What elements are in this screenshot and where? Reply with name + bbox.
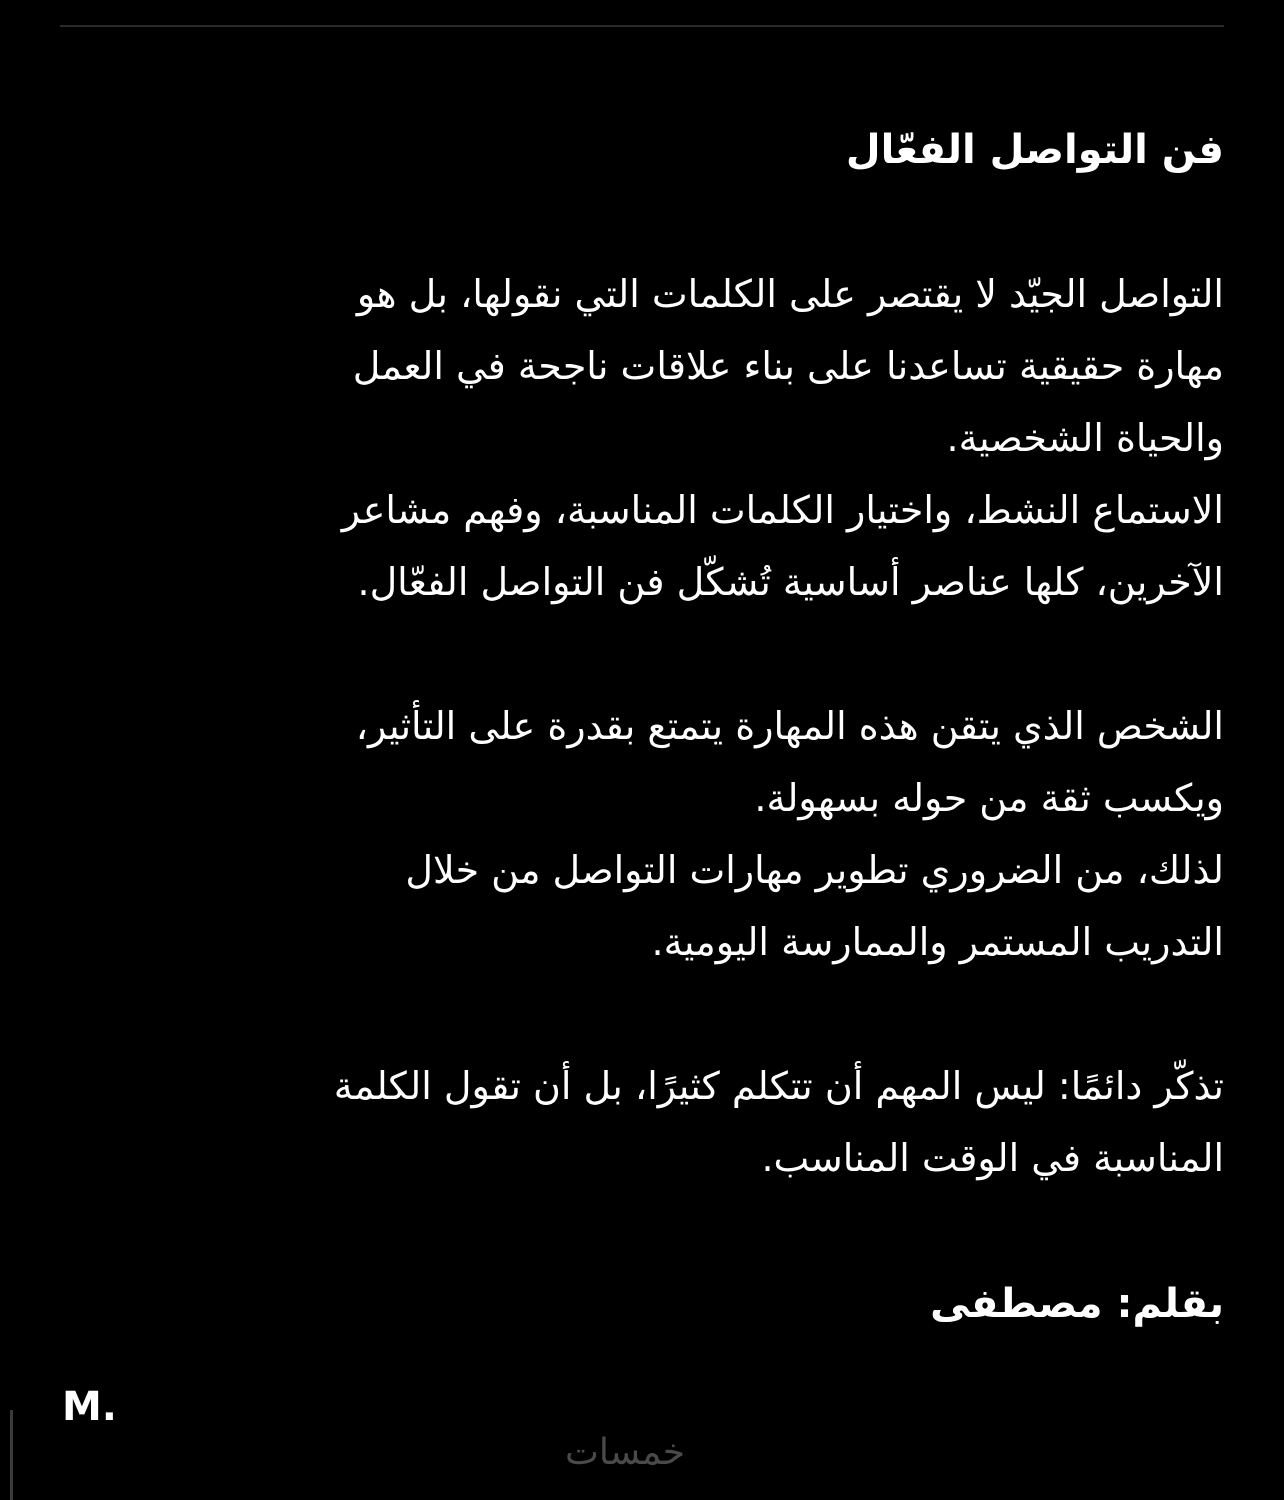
paragraph-intro xyxy=(128,258,1224,618)
text-line: التدريب المستمر والممارسة اليومية. xyxy=(651,920,1224,964)
author-signature: بقلم: مصطفى xyxy=(930,1281,1224,1327)
top-divider xyxy=(60,25,1224,27)
text-line: الآخرين، كلها عناصر أساسية تُشكّل فن التواصل الفعّال. xyxy=(357,560,1224,604)
article-body xyxy=(128,112,1224,1342)
spacer xyxy=(128,978,1224,1050)
author-mark: M. xyxy=(62,1384,117,1430)
paragraph-skill xyxy=(128,690,1224,978)
text-line: لذلك، من الضروري تطوير مهارات التواصل من خلال xyxy=(405,848,1224,892)
watermark-logo: خمسات xyxy=(565,1432,686,1473)
text-line: مهارة حقيقية تساعدنا على بناء علاقات ناجحة في العمل xyxy=(352,344,1224,388)
text-line: ويكسب ثقة من حوله بسهولة. xyxy=(754,776,1224,820)
spacer xyxy=(128,1194,1224,1266)
text-line: تذكّر دائمًا: ليس المهم أن تتكلم كثيرًا، بل أن تقول الكلمة xyxy=(333,1064,1224,1108)
text-line: المناسبة في الوقت المناسب. xyxy=(761,1136,1224,1180)
article-title: فن التواصل الفعّال xyxy=(845,127,1224,173)
text-line: التواصل الجيّد لا يقتصر على الكلمات التي نقولها، بل هو xyxy=(356,272,1224,316)
spacer xyxy=(128,188,1224,258)
spacer xyxy=(128,618,1224,690)
text-line: والحياة الشخصية. xyxy=(946,416,1224,460)
paragraph-reminder xyxy=(128,1050,1224,1194)
text-line: الشخص الذي يتقن هذه المهارة يتمتع بقدرة على التأثير، xyxy=(355,704,1224,748)
left-edge-bar xyxy=(10,1410,13,1500)
text-line: الاستماع النشط، واختيار الكلمات المناسبة، وفهم مشاعر xyxy=(341,488,1224,532)
